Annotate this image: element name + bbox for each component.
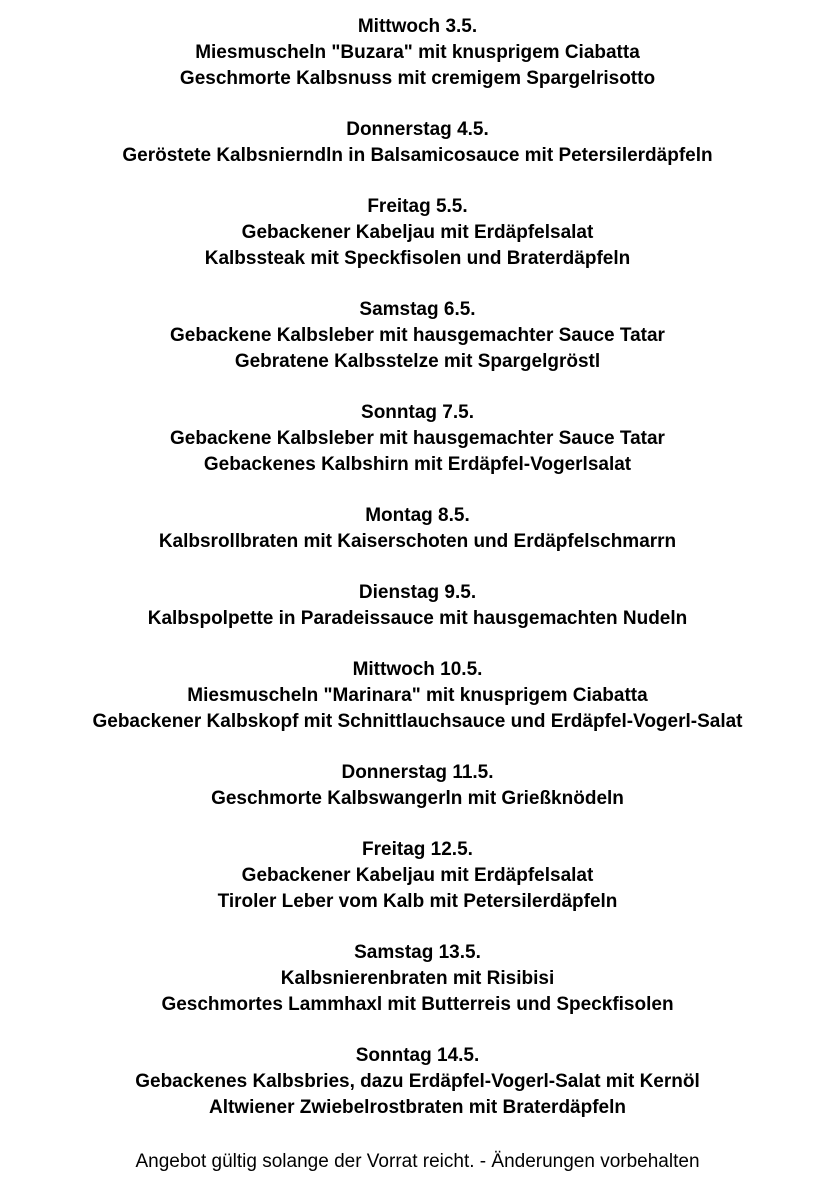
day-title: Samstag 6.5. — [359, 299, 476, 320]
day-title: Donnerstag 11.5. — [341, 762, 494, 783]
menu-day — [0, 760, 835, 812]
menu-day — [0, 1043, 835, 1121]
menu-day — [0, 580, 835, 632]
dish: Geschmorte Kalbsnuss mit cremigem Spargelrisotto — [179, 68, 656, 89]
dish: Kalbssteak mit Speckfisolen und Braterdäpfeln — [204, 248, 631, 269]
dish: Gebackener Kabeljau mit Erdäpfelsalat — [241, 222, 594, 243]
dish: Kalbsnierenbraten mit Risibisi — [280, 968, 555, 989]
menu-day — [0, 657, 835, 735]
day-title: Dienstag 9.5. — [358, 582, 477, 603]
dish: Geschmorte Kalbswangerln mit Grießknödeln — [211, 788, 624, 809]
day-title: Sonntag 7.5. — [361, 402, 474, 423]
day-title: Sonntag 14.5. — [355, 1045, 480, 1066]
menu-day — [0, 297, 835, 375]
dish: Miesmuscheln "Marinara" mit knusprigem Ciabatta — [187, 685, 648, 706]
day-title: Donnerstag 4.5. — [346, 119, 489, 140]
menu-day — [0, 14, 835, 92]
day-title: Montag 8.5. — [365, 505, 470, 526]
menu-day — [0, 117, 835, 169]
dish: Gebackene Kalbsleber mit hausgemachter Sauce Tatar — [170, 325, 665, 346]
dish: Gebackener Kalbskopf mit Schnittlauchsauce und Erdäpfel-Vogerl-Salat — [92, 711, 743, 732]
disclaimer-footer: Angebot gültig solange der Vorrat reicht. - Änderungen vorbehalten — [135, 1151, 700, 1172]
dish: Gebratene Kalbsstelze mit Spargelgröstl — [234, 351, 601, 372]
dish: Gebackene Kalbsleber mit hausgemachter Sauce Tatar — [170, 428, 665, 449]
day-title: Freitag 5.5. — [367, 196, 468, 217]
menu-day — [0, 194, 835, 272]
day-title: Mittwoch 10.5. — [352, 659, 483, 680]
dish: Miesmuscheln "Buzara" mit knusprigem Ciabatta — [195, 42, 640, 63]
dish: Gebackenes Kalbsbries, dazu Erdäpfel-Vogerl-Salat mit Kernöl — [135, 1071, 700, 1092]
menu-day — [0, 940, 835, 1018]
weekly-menu — [0, 14, 835, 1146]
dish: Gebackenes Kalbshirn mit Erdäpfel-Vogerlsalat — [203, 454, 632, 475]
dish: Geröstete Kalbsnierndln in Balsamicosauce mit Petersilerdäpfeln — [122, 145, 713, 166]
dish: Kalbsrollbraten mit Kaiserschoten und Erdäpfelschmarrn — [158, 531, 677, 552]
dish: Geschmortes Lammhaxl mit Butterreis und Speckfisolen — [161, 994, 674, 1015]
menu-day — [0, 400, 835, 478]
dish: Gebackener Kabeljau mit Erdäpfelsalat — [241, 865, 594, 886]
dish: Kalbspolpette in Paradeissauce mit hausgemachten Nudeln — [147, 608, 688, 629]
day-title: Samstag 13.5. — [354, 942, 481, 963]
dish: Altwiener Zwiebelrostbraten mit Braterdäpfeln — [208, 1097, 627, 1118]
dish: Tiroler Leber vom Kalb mit Petersilerdäpfeln — [217, 891, 618, 912]
day-title: Freitag 12.5. — [362, 839, 473, 860]
menu-day — [0, 503, 835, 555]
day-title: Mittwoch 3.5. — [357, 16, 478, 37]
menu-day — [0, 837, 835, 915]
